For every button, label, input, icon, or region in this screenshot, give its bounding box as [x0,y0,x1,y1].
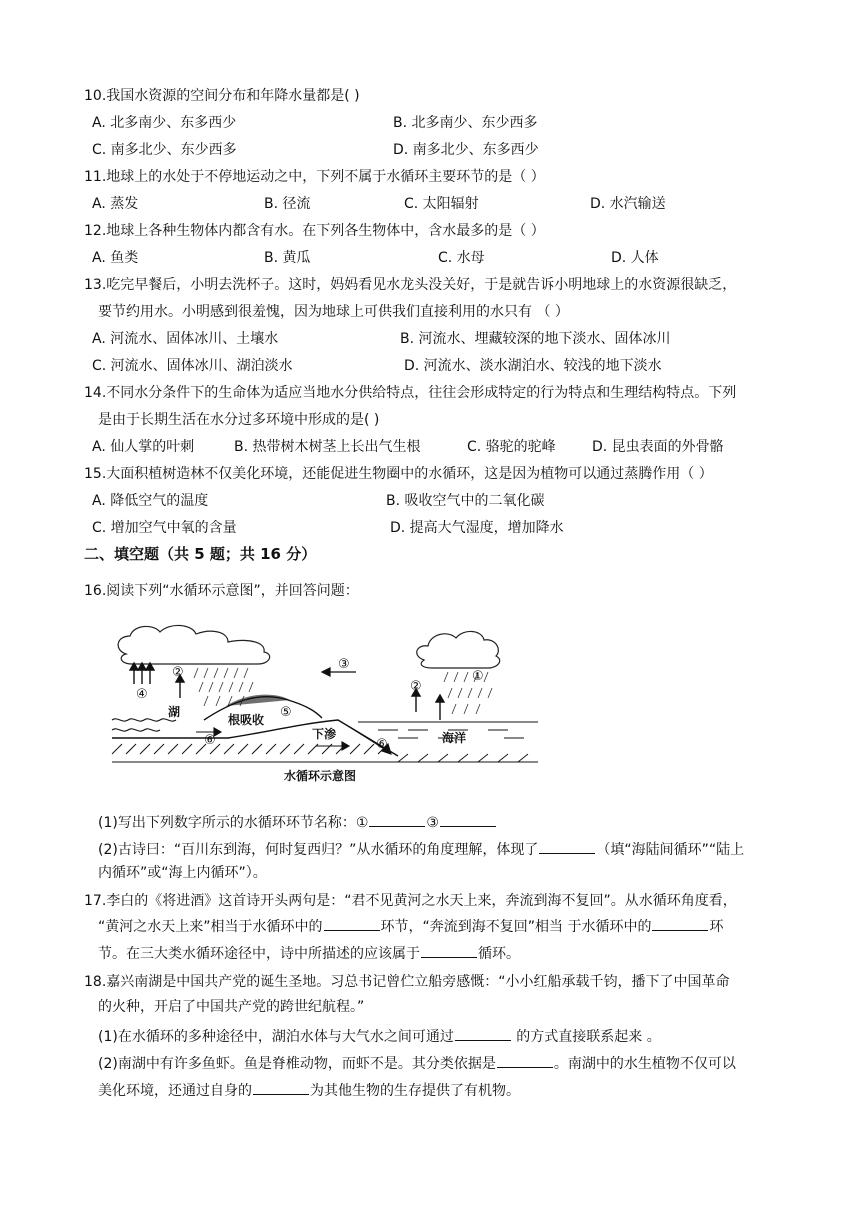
q17-line2-a: “黄河之水天上来”相当于水循环中的 [98,919,323,935]
num-6-left: ⑥ [204,733,216,748]
q16-sub1 [98,812,497,833]
q13-option-d[interactable]: D. 河流水、淡水湖泊水、较浅的地下淡水 [404,358,662,374]
q18-sub2-c: 美化环境，还通过自身的 [98,1083,252,1099]
q10-stem: 10.我国水资源的空间分布和年降水量都是( ) [84,88,360,104]
num-2-left: ② [172,665,184,680]
num-6-right: ⑥ [376,737,388,752]
q15-option-b[interactable]: B. 吸收空气中的二氧化碳 [386,493,545,509]
q16-stem: 16.阅读下列“水循环示意图”，并回答问题： [84,583,359,599]
q15-option-d[interactable]: D. 提高大气湿度，增加降水 [390,520,564,536]
q12-option-a[interactable]: A. 鱼类 [92,250,139,266]
num-3: ③ [338,657,350,672]
num-4: ④ [136,687,148,702]
q18-sub1-a: (1)在水循环的多种途径中，湖泊水体与大气水之间可通过 [98,1029,454,1045]
q12-stem: 12.地球上各种生物体内都含有水。在下列各生物体中，含水最多的是（ ） [84,223,545,239]
q13-option-c[interactable]: C. 河流水、固体冰川、湖泊淡水 [92,358,293,374]
q16-sub2-text-b: （填“海陆间循环”“陆上 [596,842,745,858]
q10-option-d[interactable]: D. 南多北少、东多西少 [393,142,539,158]
q18-line1: 18.嘉兴南湖是中国共产党的诞生圣地。习总书记曾伫立船旁感慨：“小小红船承载千钧，播下了中国革命 [84,974,730,990]
q14-option-c[interactable]: C. 骆驼的驼峰 [467,439,556,455]
q11-option-d[interactable]: D. 水汽输送 [590,196,666,212]
q16-blank-cycle[interactable] [539,839,595,854]
q14-stem-line1: 14.不同水分条件下的生命体为适应当地水分供给特点，往往会形成特定的行为特点和生理结构特点。下列 [84,385,737,401]
label-lake: 湖 [168,705,181,719]
q16-sub2-text-a: (2)古诗曰：“百川东到海，何时复西归？”从水循环的角度理解，体现了 [98,842,539,858]
q16-blank-3[interactable] [440,812,496,827]
right-cloud [417,631,500,668]
rain-right [444,672,492,714]
q18-sub2-line2 [98,1080,520,1101]
q15-option-c[interactable]: C. 增加空气中氧的含量 [92,520,237,536]
left-cloud [118,625,270,664]
q11-option-c[interactable]: C. 太阳辐射 [404,196,479,212]
q17-blank-3[interactable] [421,943,477,958]
q17-blank-2[interactable] [652,916,708,931]
q18-sub2 [98,1053,736,1074]
q17-line1: 17.李白的《将进酒》这首诗开头两句是：“君不见黄河之水天上来，奔流到海不复回”。从水循环角度看， [84,893,737,909]
section-heading: 二、填空题（共 5 题；共 16 分） [84,545,317,563]
q17-line2-c: 环 [709,919,724,935]
q13-option-a[interactable]: A. 河流水、固体冰川、土壤水 [92,331,279,347]
q10-option-c[interactable]: C. 南多北少、东少西多 [92,142,237,158]
num-2-right: ② [410,679,422,694]
q10-option-b[interactable]: B. 北多南少、东少西多 [393,115,538,131]
q18-blank-1[interactable] [455,1026,511,1041]
q17-line2 [98,916,723,937]
q15-option-a[interactable]: A. 降低空气的温度 [92,493,209,509]
num-1: ① [472,669,484,684]
q16-sub2-line2: 内循环”或“海上内循环”）。 [98,865,267,881]
q14-option-b[interactable]: B. 热带树木树茎上长出气生根 [234,439,421,455]
q16-sub1-text: (1)写出下列数字所示的水循环环节名称： [98,815,356,831]
q17-line3 [98,943,520,964]
label-ocean: 海洋 [442,731,467,745]
q18-line2: 的火种，开启了中国共产党的跨世纪航程。” [98,999,365,1015]
q16-sub1-n1: ① [355,815,369,831]
q12-option-b[interactable]: B. 黄瓜 [264,250,311,266]
num-5: ⑤ [280,705,292,720]
q13-stem-line1: 13.吃完早餐后，小明去洗杯子。这时，妈妈看见水龙头没关好，于是就告诉小明地球上的水资源很缺乏， [84,277,737,293]
q13-stem-line2: 要节约用水。小明感到很羞愧，因为地球上可供我们直接利用的水只有 （ ） [98,304,569,320]
q18-sub2-b: 。南湖中的水生植物不仅可以 [553,1056,736,1072]
label-root-absorb: 根吸收 [228,713,265,727]
q17-line2-b: 环节，“奔流到海不复回”相当 于水循环中的 [380,919,652,935]
q16-sub1-n3: ③ [426,815,439,831]
q18-blank-2[interactable] [497,1053,553,1068]
q14-option-a[interactable]: A. 仙人掌的叶刺 [92,439,195,455]
q17-line3-a: 节。在三大类水循环途径中，诗中所描述的应该属于 [98,946,420,962]
label-seep: 下渗 [312,727,337,741]
q13-option-b[interactable]: B. 河流水、埋藏较深的地下淡水、固体冰川 [400,331,671,347]
water-cycle-diagram [108,620,540,788]
q14-option-d[interactable]: D. 昆虫表面的外骨骼 [592,439,724,455]
q15-stem: 15.大面积植树造林不仅美化环境，还能促进生物圈中的水循环，这是因为植物可以通过蒸腾作用（ ） [84,466,713,482]
q18-sub2-a: (2)南湖中有许多鱼虾。鱼是脊椎动物，而虾不是。其分类依据是 [98,1056,496,1072]
q18-sub2-d: 为其他生物的生存提供了有机物。 [310,1083,520,1099]
q17-blank-1[interactable] [324,916,380,931]
q10-option-a[interactable]: A. 北多南少、东多西少 [92,115,237,131]
q12-option-c[interactable]: C. 水母 [438,250,485,266]
q18-blank-3[interactable] [253,1080,309,1095]
q11-option-a[interactable]: A. 蒸发 [92,196,139,212]
q16-sub2 [98,839,744,860]
q17-line3-b: 循环。 [478,946,520,962]
q11-stem: 11.地球上的水处于不停地运动之中，下列不属于水循环主要环节的是（ ） [84,169,545,185]
q18-sub1-b: 的方式直接联系起来 。 [511,1029,661,1045]
diagram-caption: 水循环示意图 [284,769,357,783]
q16-blank-1[interactable] [369,812,425,827]
q18-sub1 [98,1026,661,1047]
q14-stem-line2: 是由于长期生活在水分过多环境中形成的是( ) [98,412,380,428]
q12-option-d[interactable]: D. 人体 [611,250,659,266]
q11-option-b[interactable]: B. 径流 [264,196,311,212]
